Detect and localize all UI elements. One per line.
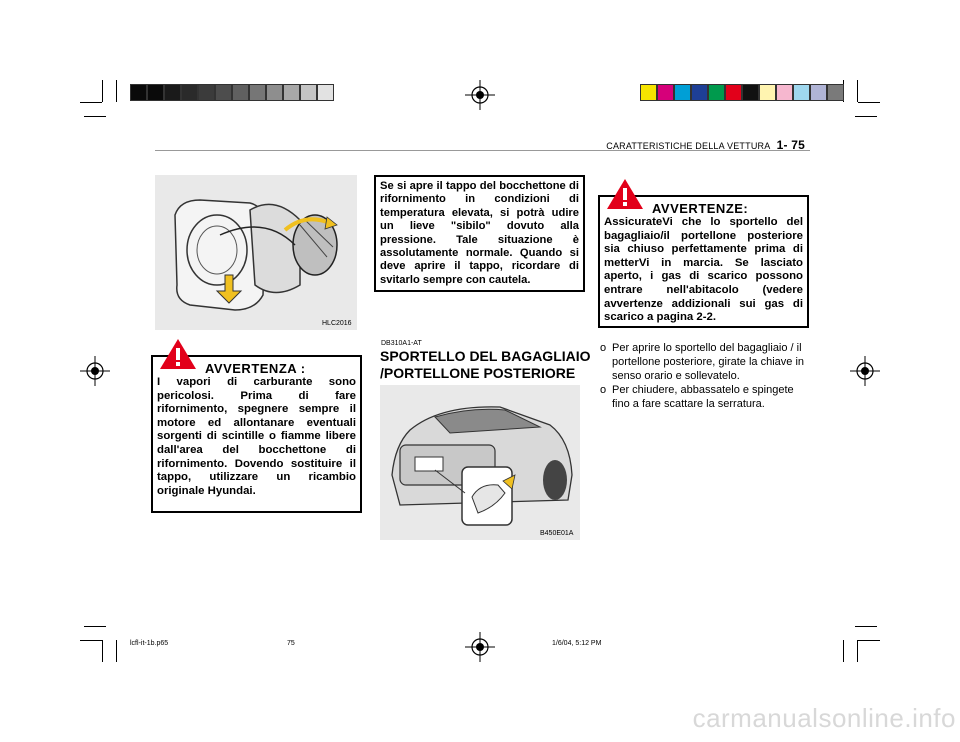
watermark: carmanualsonline.info (692, 703, 956, 733)
list-item (600, 341, 805, 383)
registration-mark-icon (465, 632, 495, 662)
header-page-number: 1- 75 (776, 138, 805, 152)
calibration-swatch (164, 84, 181, 101)
trunk-illustration (380, 385, 580, 540)
footer-filename: lcfl-it-1b.p65 (130, 640, 169, 647)
fuel-door-illustration (155, 175, 357, 330)
warning-text: AssicurateVi che lo sportello del bagagliaio/il portellone posteriore sia chiuso perfettamente prima di metterVi in marcia. Se lasciato aperto, i gas di scarico possono entrare nell'abitacolo (vedere avvertenze addizionali sui gas di scarico a pagina 2-2. (604, 216, 803, 324)
calibration-swatch (759, 84, 776, 101)
footer-page-number: 75 (287, 640, 295, 647)
page-header (606, 138, 805, 152)
calibration-swatch (776, 84, 793, 101)
warning-box-trunk (598, 195, 809, 328)
calibration-swatch (147, 84, 164, 101)
fuel-note-box (374, 175, 585, 292)
calibration-swatch (283, 84, 300, 101)
calibration-swatch (232, 84, 249, 101)
calibration-swatch (674, 84, 691, 101)
image-caption: B450E01A (540, 530, 574, 537)
section-title-line: /PORTELLONE POSTERIORE (380, 365, 576, 381)
registration-mark-icon (850, 356, 880, 386)
calibration-swatch (640, 84, 657, 101)
gray-calibration-bar (130, 84, 334, 101)
registration-mark-icon (465, 80, 495, 110)
section-code: DB310A1-AT (381, 340, 422, 347)
list-item (600, 383, 805, 411)
calibration-swatch (742, 84, 759, 101)
calibration-swatch (130, 84, 147, 101)
instruction-list (600, 341, 805, 411)
calibration-swatch (266, 84, 283, 101)
fuel-note-text: Se si apre il tappo del bocchettone di rifornimento in condizioni di temperatura elevata, si potrà udire un lieve "sibilo" dovuto alla pressione. Tale situazione è assolutamente normale. Quando si deve aprire il tappo, ricordare di svitarlo sempre con cautela. (380, 180, 579, 286)
warning-title: AVVERTENZE: (652, 201, 749, 216)
calibration-swatch (300, 84, 317, 101)
list-item-text: Per aprire lo sportello del bagagliaio / il portellone posteriore, girate la chiave in senso orario e sollevatelo. (612, 342, 805, 382)
warning-box-fuel-vapors (151, 355, 362, 513)
image-caption: HLC2016 (322, 320, 352, 327)
calibration-swatch (317, 84, 334, 101)
list-bullet: o (600, 384, 607, 396)
calibration-swatch (725, 84, 742, 101)
section-title-line: SPORTELLO DEL BAGAGLIAIO (380, 348, 591, 364)
fuel-door-image (155, 175, 357, 330)
section-title (380, 348, 591, 382)
calibration-swatch (708, 84, 725, 101)
calibration-swatch (215, 84, 232, 101)
registration-mark-icon (80, 356, 110, 386)
list-item-text: Per chiudere, abbassatelo e spingete fino a fare scattare la serratura. (612, 384, 794, 410)
calibration-swatch (827, 84, 844, 101)
warning-triangle-icon (605, 177, 645, 211)
footer-timestamp: 1/6/04, 5:12 PM (552, 640, 602, 647)
calibration-swatch (249, 84, 266, 101)
calibration-swatch (691, 84, 708, 101)
color-calibration-bar (640, 84, 844, 101)
header-section: CARATTERISTICHE DELLA VETTURA (606, 141, 770, 151)
warning-triangle-icon (158, 337, 198, 371)
calibration-swatch (181, 84, 198, 101)
calibration-swatch (657, 84, 674, 101)
warning-title: AVVERTENZA : (205, 361, 306, 376)
calibration-swatch (810, 84, 827, 101)
warning-text: I vapori di carburante sono pericolosi. Prima di fare rifornimento, spegnere sempre il motore ed allontanare eventuali sorgenti di scintille o fiamme libere dall'area del bocchettone di rifornimento. Dovendo sostituire il tappo, utilizzare un ricambio originale Hyundai. (157, 376, 356, 497)
list-bullet: o (600, 342, 607, 354)
calibration-swatch (198, 84, 215, 101)
trunk-image (380, 385, 580, 540)
calibration-swatch (793, 84, 810, 101)
